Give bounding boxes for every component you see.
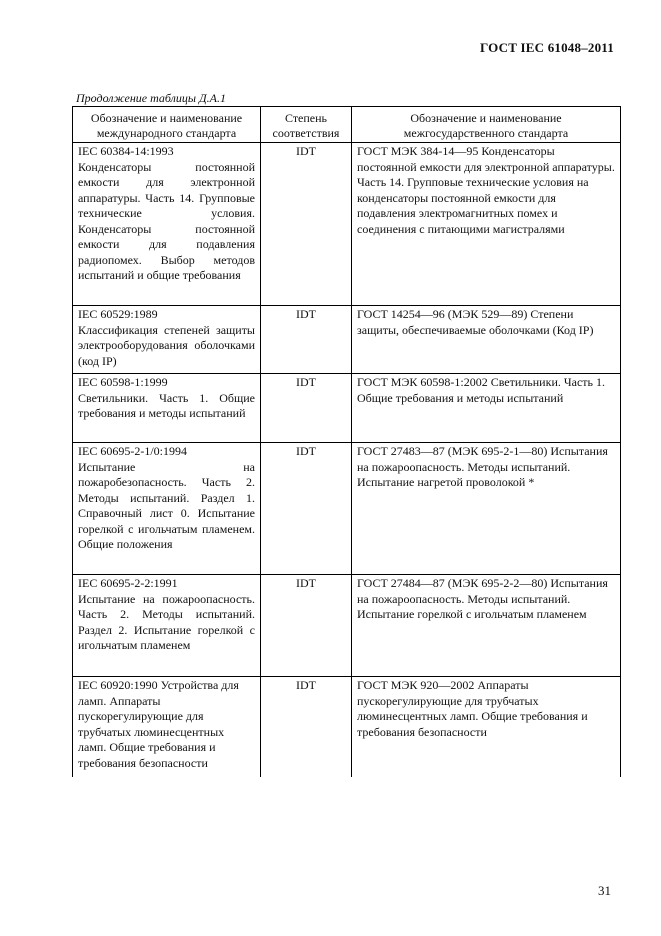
international-standard-code: IEC 60920:1990 <box>78 678 158 692</box>
table-caption: Продолжение таблицы Д.А.1 <box>76 91 226 105</box>
international-standard-code: IEC 60695-2-1/0:1994 <box>78 444 187 458</box>
degree-cell: IDT <box>261 374 352 443</box>
degree-cell: IDT <box>261 677 352 777</box>
international-standard-cell <box>73 443 261 575</box>
table-row <box>73 143 621 306</box>
table-row <box>73 306 621 374</box>
international-standard-title: Испытание на пожароопасность. Часть 2. Методы испытаний. Раздел 2. Испытание горелкой с игольчатым пламенем <box>78 591 255 652</box>
document-code: ГОСТ IEC 61048–2011 <box>480 40 614 55</box>
international-standard-cell <box>73 677 261 777</box>
table-row <box>73 374 621 443</box>
column-header-degree: Степень соответствия <box>261 107 352 143</box>
interstate-standard-cell: ГОСТ МЭК 384-14—95 Конденсаторы постоянной емкости для электронной аппаратуры. Часть 14. Групповые технические условия на конденсаторы постоянной емкости для подавления электромагнитных помех и соединения с питающими магистралями <box>352 143 621 306</box>
international-standard-cell <box>73 575 261 677</box>
international-standard-code: IEC 60695-2-2:1991 <box>78 576 178 590</box>
interstate-standard-cell: ГОСТ 14254—96 (МЭК 529—89) Степени защиты, обеспечиваемые оболочками (Код IP) <box>352 306 621 374</box>
table-row <box>73 677 621 777</box>
international-standard-title: Испытание на пожаробезопасность. Часть 2. Методы испытаний. Раздел 1. Справочный лист 0. Испытание горелкой с игольчатым пламенем. Общие положения <box>78 459 255 551</box>
international-standard-cell <box>73 374 261 443</box>
standards-table <box>72 106 621 777</box>
table-row <box>73 575 621 677</box>
degree-cell: IDT <box>261 443 352 575</box>
international-standard-title: Классификация степеней защиты электрооборудования оболочками (код IP) <box>78 322 255 368</box>
page-number: 31 <box>598 883 611 898</box>
degree-cell: IDT <box>261 143 352 306</box>
table-row <box>73 443 621 575</box>
international-standard-title: Светильники. Часть 1. Общие требования и методы испытаний <box>78 390 255 420</box>
interstate-standard-cell: ГОСТ МЭК 60598-1:2002 Светильники. Часть 1. Общие требования и методы испытаний <box>352 374 621 443</box>
international-standard-title: Устройства для ламп. Аппараты пускорегулирующие для трубчатых люминесцентных ламп. Общие требования и требования безопасности <box>78 678 239 770</box>
interstate-standard-cell: ГОСТ 27483—87 (МЭК 695-2-1—80) Испытания на пожароопасность. Методы испытаний. Испытание нагретой проволокой * <box>352 443 621 575</box>
international-standard-code: IEC 60598-1:1999 <box>78 375 168 389</box>
international-standard-code: IEC 60384-14:1993 <box>78 144 174 158</box>
interstate-standard-cell: ГОСТ МЭК 920—2002 Аппараты пускорегулирующие для трубчатых люминесцентных ламп. Общие требования и требования безопасности <box>352 677 621 777</box>
international-standard-cell <box>73 143 261 306</box>
international-standard-cell <box>73 306 261 374</box>
table-header-row <box>73 107 621 143</box>
column-header-international: Обозначение и наименование международного стандарта <box>73 107 261 143</box>
international-standard-title: Конденсаторы постоянной емкости для электронной аппаратуры. Часть 14. Групповые технические условия. Конденсаторы постоянной емкости для подавления радиопомех. Выбор методов испытаний и общие требования <box>78 159 255 282</box>
interstate-standard-cell: ГОСТ 27484—87 (МЭК 695-2-2—80) Испытания на пожароопасность. Методы испытаний. Испытание горелкой с игольчатым пламенем <box>352 575 621 677</box>
degree-cell: IDT <box>261 575 352 677</box>
degree-cell: IDT <box>261 306 352 374</box>
international-standard-code: IEC 60529:1989 <box>78 307 158 321</box>
column-header-interstate: Обозначение и наименование межгосударственного стандарта <box>352 107 621 143</box>
